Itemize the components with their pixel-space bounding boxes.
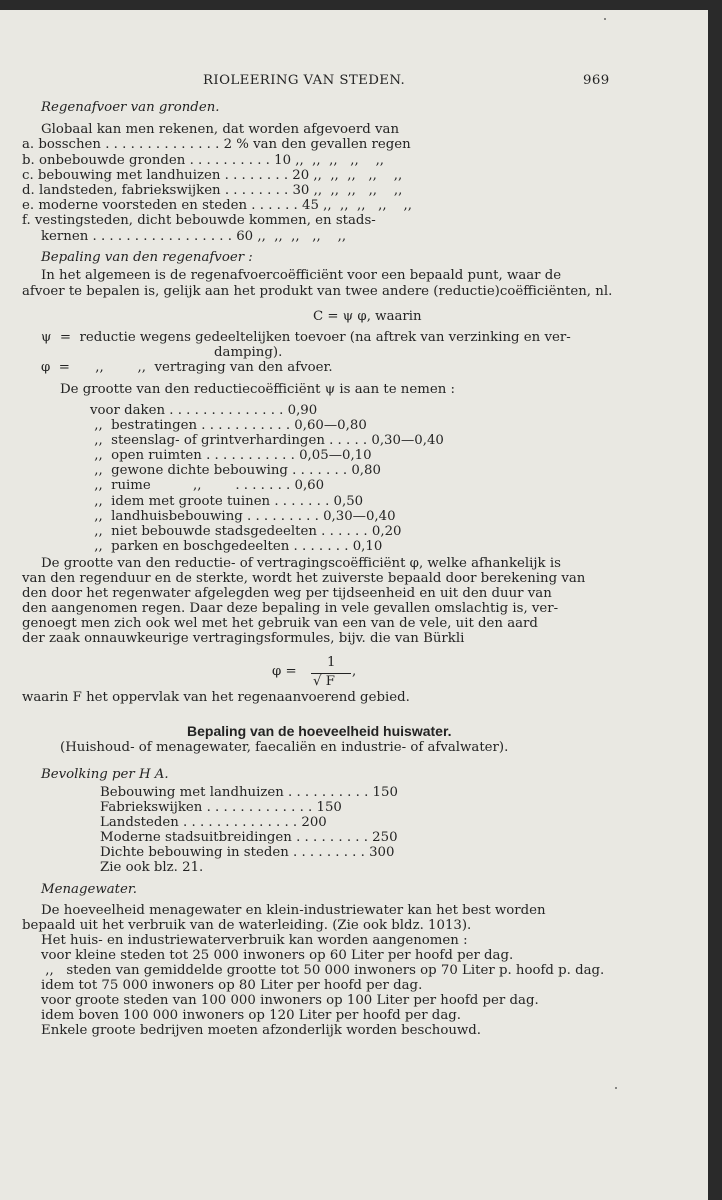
text-line: De grootte van den reductie- of vertragingscoëfficiënt φ, welke afhankelijk is [41,556,561,571]
print-speck [604,18,606,20]
text-line: Moderne stadsuitbreidingen . . . . . . . . . 250 [100,830,398,845]
text-line: Het huis- en industriewaterverbruik kan worden aangenomen : [41,933,468,948]
text-line: Enkele groote bedrijven moeten afzonderlijk worden beschouwd. [41,1023,482,1038]
formula-denominator: √ F [313,674,335,689]
text-line: (Huishoud- of menagewater, faecaliën en industrie- of afvalwater). [60,740,509,755]
text-line: Zie ook blz. 21. [100,860,204,875]
text-line: Dichte bebouwing in steden . . . . . . . . . 300 [100,845,395,860]
text-line: a. bosschen . . . . . . . . . . . . . . 2 % van den gevallen regen [22,137,411,152]
text-line: ,, parken en boschgedeelten . . . . . . . 0,10 [90,539,383,554]
text-line: den door het regenwater afgelegden weg per tijdseenheid en uit den duur van [22,586,552,601]
text-line: ,, bestratingen . . . . . . . . . . . 0,60—0,80 [90,418,367,433]
section-title: Bepaling van de hoeveelheid huiswater. [187,723,452,739]
book-page [0,10,708,1200]
text-line: ,, open ruimten . . . . . . . . . . . 0,05—0,10 [90,448,372,463]
text-line: φ = ,, ,, vertraging van den afvoer. [41,360,333,375]
text-line: ψ = reductie wegens gedeeltelijken toevoer (na aftrek van verzinking en ver- [41,330,571,345]
text-line: ,, steenslag- of grintverhardingen . . . . . 0,30—0,40 [90,433,444,448]
text-line: Bepaling van den regenafvoer : [41,250,253,265]
text-line: den aangenomen regen. Daar deze bepaling in vele gevallen omslachtig is, ver- [22,601,559,616]
text-line: Bevolking per H A. [41,767,169,782]
text-line: afvoer te bepalen is, gelijk aan het produkt van twee andere (reductie)coëfficiënten, nl. [22,284,613,299]
text-line: In het algemeen is de regenafvoercoëfficiënt voor een bepaald punt, waar de [41,268,562,283]
print-speck [615,1087,617,1089]
page-number: 969 [583,73,610,88]
text-line: der zaak onnauwkeurige vertragingsformules, bijv. die van Bürkli [22,631,465,646]
formula-numerator: 1 [327,655,336,670]
text-line: C = ψ φ, waarin [313,309,422,324]
text-line: van den regenduur en de sterkte, wordt het zuiverste bepaald door berekening van [22,571,586,586]
text-line: c. bebouwing met landhuizen . . . . . . . . 20 ,, ,, ,, ,, ,, [22,168,403,183]
text-line: ,, steden van gemiddelde grootte tot 50 000 inwoners op 70 Liter p. hoofd p. dag. [41,963,605,978]
text-line: kernen . . . . . . . . . . . . . . . . . 60 ,, ,, ,, ,, ,, [41,229,347,244]
running-header-title: RIOLEERING VAN STEDEN. [203,73,406,88]
text-line: voor daken . . . . . . . . . . . . . . 0,90 [90,403,318,418]
text-line: e. moderne voorsteden en steden . . . . . . 45 ,, ,, ,, ,, ,, [22,198,412,213]
text-line: ,, gewone dichte bebouwing . . . . . . . 0,80 [90,463,381,478]
text-line: ,, idem met groote tuinen . . . . . . . 0,50 [90,494,364,509]
text-line: De hoeveelheid menagewater en klein-industriewater kan het best worden [41,903,546,918]
text-line: d. landsteden, fabriekswijken . . . . . . . . 30 ,, ,, ,, ,, ,, [22,183,403,198]
text-line: voor groote steden van 100 000 inwoners op 100 Liter per hoofd per dag. [41,993,539,1008]
text-line: idem tot 75 000 inwoners op 80 Liter per hoofd per dag. [41,978,423,993]
text-line: Bebouwing met landhuizen . . . . . . . . . . 150 [100,785,398,800]
text-line: damping). [214,345,283,360]
text-line: ,, niet bebouwde stadsgedeelten . . . . . . 0,20 [90,524,402,539]
text-line: bepaald uit het verbruik van de waterleiding. (Zie ook bldz. 1013). [22,918,472,933]
text-line: Fabriekswijken . . . . . . . . . . . . . 150 [100,800,342,815]
text-line: Landsteden . . . . . . . . . . . . . . 200 [100,815,327,830]
text-line: voor kleine steden tot 25 000 inwoners op 60 Liter per hoofd per dag. [41,948,514,963]
text-line: Regenafvoer van gronden. [41,100,220,115]
text-line: b. onbebouwde gronden . . . . . . . . . . 10 ,, ,, ,, ,, ,, [22,153,385,168]
text-line: ,, ruime ,, . . . . . . . 0,60 [90,478,325,493]
text-line: genoegt men zich ook wel met het gebruik van een van de vele, uit den aard [22,616,538,631]
text-line: Globaal kan men rekenen, dat worden afgevoerd van [41,122,400,137]
text-line: idem boven 100 000 inwoners op 120 Liter per hoofd per dag. [41,1008,461,1023]
text-line: waarin F het oppervlak van het regenaanvoerend gebied. [22,690,410,705]
text-line: f. vestingsteden, dicht bebouwde kommen, en stads- [22,213,376,228]
text-line: De grootte van den reductiecoëfficiënt ψ is aan te nemen : [60,382,455,397]
formula-lhs: φ = [272,664,297,679]
text-line: ,, landhuisbebouwing . . . . . . . . . 0,30—0,40 [90,509,396,524]
formula-suffix: , [352,664,357,679]
text-line: Menagewater. [41,882,137,897]
